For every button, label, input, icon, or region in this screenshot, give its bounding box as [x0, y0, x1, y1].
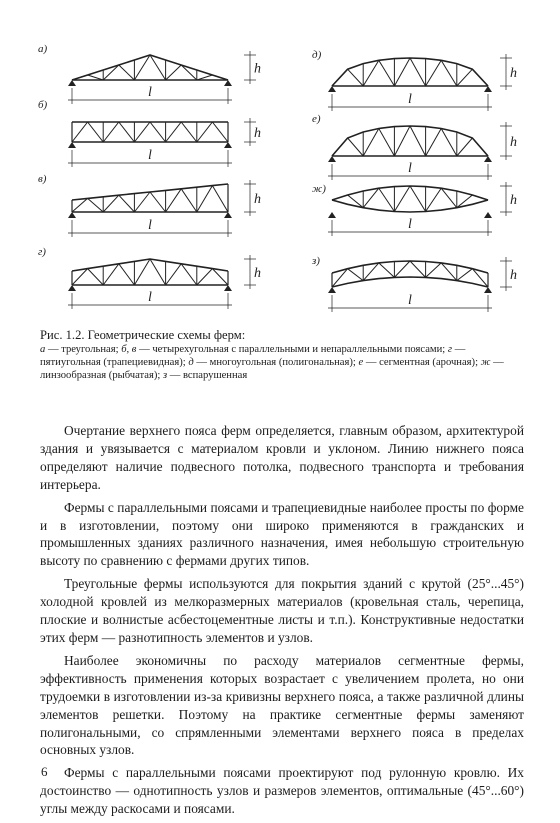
support-icon [224, 142, 232, 148]
caption-key: д [188, 357, 194, 369]
support-icon [484, 287, 492, 293]
diagonal-member [379, 263, 395, 277]
span-label: l [408, 293, 412, 308]
diagonal-member [363, 60, 379, 86]
diagonal-member [332, 195, 348, 200]
diagonal-member [150, 259, 166, 285]
height-label: h [254, 266, 261, 281]
diagonal-member [134, 259, 150, 285]
diagonal-member [181, 122, 197, 142]
diagonal-member [88, 198, 104, 212]
diagonal-member [197, 122, 213, 142]
bottom-chord [332, 277, 488, 287]
height-label: h [510, 268, 517, 283]
caption-key: б, в [121, 344, 137, 355]
diagonal-member [379, 129, 395, 156]
diagonal-member [457, 138, 473, 156]
diagonal-member [457, 269, 473, 281]
diagonal-member [363, 129, 379, 156]
diagonal-member [134, 192, 150, 212]
diagonal-member [119, 122, 135, 142]
diagonal-member [379, 60, 395, 86]
truss-schemes-figure [0, 0, 560, 325]
diagonal-member [88, 122, 104, 142]
diagonal-member [181, 264, 197, 285]
diagonal-member [394, 261, 410, 277]
support-icon [68, 80, 76, 86]
support-icon [484, 212, 492, 218]
caption-key: а [40, 344, 46, 355]
height-label: h [254, 61, 261, 77]
diagonal-member [441, 60, 457, 86]
top-chord [72, 259, 228, 271]
diagonal-member [348, 138, 364, 156]
diagonal-member [166, 65, 182, 80]
diagonal-member [134, 122, 150, 142]
diagonal-member [472, 138, 488, 156]
paragraph: Очертание верхнего пояса ферм определяется, главным образом, архитектурой здания и увязывается с материалом кровли и уклоном. Линию нижнего пояса определяют наличие подвесного потолка, подвесного транспорта и требования интерьера. [40, 423, 524, 492]
height-label: h [254, 192, 261, 207]
top-chord [332, 186, 488, 200]
diagonal-member [166, 189, 182, 212]
diagonal-member [103, 264, 119, 285]
panel-label: г) [38, 246, 46, 258]
support-icon [224, 285, 232, 291]
diagonal-member [457, 69, 473, 86]
panel-label: б) [38, 99, 48, 111]
span-label: l [148, 148, 152, 163]
span-label: l [148, 85, 152, 100]
caption-key: з [162, 370, 168, 382]
height-label: h [254, 126, 261, 141]
diagonal-member [379, 188, 395, 211]
diagonal-member [197, 186, 213, 212]
truss-panel-polygonal [312, 49, 517, 111]
diagonal-member [150, 122, 166, 142]
panel-label: з) [312, 255, 320, 267]
caption-legend: а — треугольная; б, в — четырехугольная с параллельными и непараллельными поясами; г — пятиугольная (трапециевидная); д — многоугольная (полигональная); е — сегментная (арочная); ж — линзообразная (рыбчатая); з — вспарушенная [40, 344, 504, 382]
support-icon [484, 156, 492, 162]
support-icon [224, 212, 232, 218]
diagonal-member [426, 60, 442, 86]
diagonal-member [197, 269, 213, 285]
figure-caption [40, 328, 520, 383]
truss-panel-pentagonal [38, 246, 261, 309]
paragraph: Фермы с параллельными поясами и трапециевидные наиболее просты по форме и в изготовлении, поэтому они широко применяются в гражданских и промышленных зданиях различного назначения, имея небольшую строительную высоту по сравнению с фермами других типов. [40, 499, 524, 569]
truss-panel-raised [311, 255, 517, 312]
caption-key: ж [480, 357, 491, 369]
diagonal-member [426, 263, 442, 277]
diagonal-member [332, 138, 348, 156]
panel-label: д) [312, 49, 322, 61]
truss-panel-segmental [312, 113, 517, 180]
height-label: h [510, 135, 517, 150]
caption-text: вспарушенная [182, 370, 248, 382]
diagonal-member [441, 129, 457, 156]
diagonal-member [410, 261, 426, 277]
caption-title: Рис. 1.2. Геометрические схемы ферм: [40, 328, 246, 342]
panel-label: е) [312, 113, 321, 125]
caption-text: пятиугольная (трапециевидная); [40, 357, 186, 369]
height-label: h [510, 66, 517, 81]
caption-text: треугольная; [61, 344, 119, 355]
span-label: l [148, 290, 152, 305]
diagonal-member [166, 264, 182, 285]
page-number: 6 [41, 764, 48, 779]
diagonal-member [332, 69, 348, 86]
support-icon [328, 287, 336, 293]
panel-label: в) [38, 173, 47, 185]
caption-text: четырехугольная с параллельными и непараллельными поясами; [152, 344, 446, 355]
diagonal-member [103, 195, 119, 212]
diagonal-member [394, 186, 410, 212]
diagonal-member [426, 129, 442, 156]
diagonal-member [119, 195, 135, 212]
panel-label: ж) [312, 183, 326, 195]
diagonal-member [212, 186, 228, 212]
diagonal-member [472, 69, 488, 86]
diagonal-member [72, 122, 88, 142]
truss-panel-parallel [38, 99, 261, 167]
diagonal-member [88, 269, 104, 285]
paragraph: Фермы с параллельными поясами проектируют под рулонную кровлю. Их достоинство — однотипность узлов и размеров элементов, оптимальные (45°...60°) углы между раскосами и поясами. [40, 765, 524, 817]
truss-panel-lenticular [312, 182, 517, 236]
diagonal-member [181, 189, 197, 212]
diagonal-member [410, 126, 426, 156]
support-icon [328, 156, 336, 162]
paragraph: Треугольные фермы используются для покрытия зданий с крутой (25°...45°) холодной кровлей из мелкоразмерных материалов (кровельная сталь, черепица, плоские и волнистые асбестоцементные листы и т.п.). Конструктивные недостатки этих ферм — разнотипность элементов и узлов. [40, 576, 524, 645]
diagonal-member [166, 122, 182, 142]
diagonal-member [394, 58, 410, 86]
truss-panel-triangular [38, 43, 261, 104]
span-label: l [408, 161, 412, 176]
diagonal-member [426, 188, 442, 211]
support-icon [68, 142, 76, 148]
diagonal-member [472, 195, 488, 200]
paragraph: Наиболее экономичны по расходу материалов сегментные фермы, эффективность применения которых возрастает с увеличением пролета, но они трудоемки в изготовлении из-за кривизны верхнего пояса, а также различной длины элементов решетки. Поэтому на практике сегментные фермы заменяют полигональными, со спрямленными элементами верхнего пояса в пределах основных узлов. [40, 652, 524, 758]
diagonal-member [119, 65, 135, 80]
top-chord [72, 55, 228, 80]
truss-panel-nonparallel [38, 173, 261, 237]
support-icon [328, 86, 336, 92]
support-icon [224, 80, 232, 86]
caption-text: сегментная (арочная); [379, 357, 479, 369]
top-chord [332, 261, 488, 273]
support-icon [328, 212, 336, 218]
diagonal-member [348, 269, 364, 281]
diagonal-member [150, 192, 166, 212]
span-label: l [148, 218, 152, 233]
body-text [40, 422, 524, 823]
support-icon [484, 86, 492, 92]
diagonal-member [410, 186, 426, 212]
diagonal-member [348, 69, 364, 86]
panel-label: а) [38, 43, 48, 55]
caption-text: линзообразная (рыбчатая); [40, 370, 161, 382]
diagonal-member [103, 122, 119, 142]
top-chord [332, 58, 488, 86]
diagonal-member [394, 126, 410, 156]
height-label: h [510, 193, 517, 208]
caption-key: г [447, 344, 453, 355]
span-label: l [408, 92, 412, 107]
diagonal-member [410, 58, 426, 86]
caption-key: е [358, 357, 364, 369]
diagonal-member [119, 264, 135, 285]
top-chord [332, 126, 488, 156]
caption-text: многоугольная (полигональная); [209, 357, 356, 369]
support-icon [68, 285, 76, 291]
support-icon [68, 212, 76, 218]
diagonal-member [212, 122, 228, 142]
span-label: l [408, 217, 412, 232]
